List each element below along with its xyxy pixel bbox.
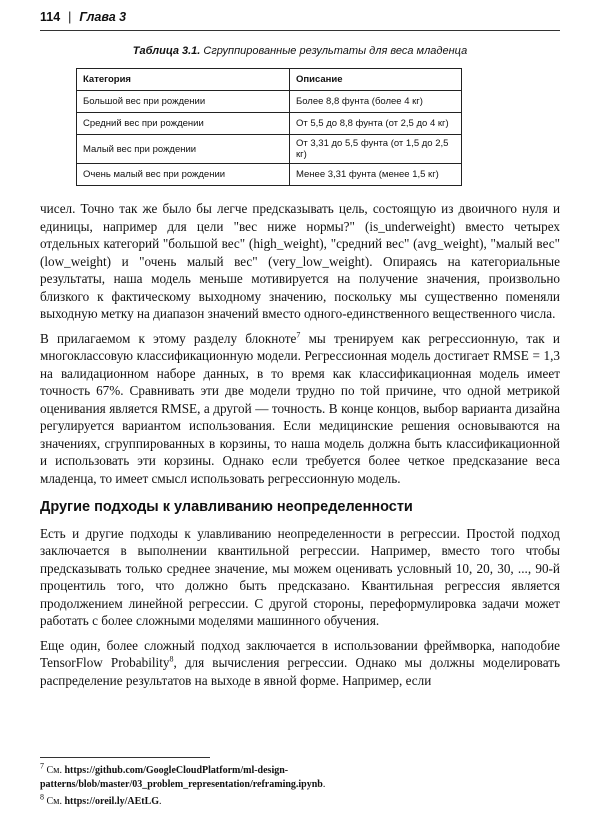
header-separator: | xyxy=(68,10,72,24)
footnote-prefix: См. xyxy=(46,765,65,776)
table-row xyxy=(77,113,462,135)
paragraph-1: чисел. Точно так же было бы легче предсказывать цель, состоящую из двоичного нуля и единицы, например для цели "вес ниже нормы?" (is_underweight) вместо четырех отдельных категорий "большой вес" (high_weight), "средний вес" (avg_weight), "малый вес" (low_weight) и "очень малый вес" (very_low_weight). Опираясь на категориальные результаты, наша модель меньше мотивируется на получение значения, произвольно близкого к фактическому выходному значению, поскольку мы существенно поменяли выходную метку на диапазон значений вместо одного-единственного вещественного числа. xyxy=(40,201,560,321)
footnote-number: 7 xyxy=(40,761,44,771)
footnote-ref-8[interactable]: 8 xyxy=(169,654,174,664)
table-cell: Большой вес при рождении xyxy=(77,91,290,113)
footnote-8 xyxy=(40,792,560,809)
footnote-rule xyxy=(40,757,210,758)
footnote-ref-7[interactable]: 7 xyxy=(296,330,301,340)
table-caption-label: Таблица 3.1. xyxy=(132,45,201,57)
table-cell: Менее 3,31 фунта (менее 1,5 кг) xyxy=(290,164,462,186)
page-number: 114 xyxy=(40,10,61,24)
paragraph-3: Есть и другие подходы к улавливанию неопределенности в регрессии. Простой подход заключается в выполнении квантильной регрессии. Например, вместо того чтобы предсказывать только среднее значение, мы можем оценивать условный 10, 20, 30, ..., 90-й процентиль того, что должно быть предсказано. Квантильная регрессия является продолжением линейной регрессии. С другой стороны, переформулировка задачи может работать с более сложными моделями машинного обучения. xyxy=(40,525,560,628)
table-cell: Малый вес при рождении xyxy=(77,135,290,164)
footnote-suffix: . xyxy=(159,796,162,807)
table-row xyxy=(77,164,462,186)
table-cell: От 3,31 до 5,5 фунта (от 1,5 до 2,5 кг) xyxy=(290,135,462,164)
column-header-description: Описание xyxy=(290,69,462,91)
paragraph-4 xyxy=(40,637,560,690)
paragraph-2-text-a: В прилагаемом к этому разделу блокноте xyxy=(40,330,297,346)
weight-categories-table xyxy=(76,68,462,186)
table-row xyxy=(77,91,462,113)
footnote-7 xyxy=(40,761,560,792)
paragraph-2 xyxy=(40,330,560,488)
footnote-suffix: . xyxy=(322,779,326,790)
paragraph-4-text-b: , для вычисления регрессии. Однако мы должны моделировать распределение результатов на выходе в явной форме. Например, если xyxy=(40,655,560,688)
table-cell: Очень малый вес при рождении xyxy=(77,164,290,186)
paragraph-4-text-a: Еще один, более сложный подход заключается в использовании фреймворка, наподобие TensorFlow Probability xyxy=(40,637,560,670)
section-heading: Другие подходы к улавливанию неопределенности xyxy=(40,499,413,515)
page-header xyxy=(40,10,126,24)
footnotes xyxy=(40,761,560,812)
footnote-link[interactable]: https://github.com/GoogleCloudPlatform/ml-design-patterns/blob/master/03_problem_representation/reframing.ipynb xyxy=(40,765,323,790)
table-row xyxy=(77,135,462,164)
table-caption xyxy=(0,45,600,57)
table-header-row xyxy=(77,69,462,91)
paragraph-2-text-b: мы тренируем как регрессионную, так и многоклассовую классификационную модели. Регрессионная модель достигает RMSE = 1,3 на валидационном наборе данных, в то время как классификационная модель имеет точность 67%. Сравнивать эти две модели трудно по той причине, что одной метрикой оценивания является RMSE, а другой — точность. В конце концов, выбор варианта дизайна регулируется вариантом использования. Если медицинские решения основываются на значениях, сгруппированных в корзины, то наша модель должна быть классификационной и использовать эти корзины. Однако если требуется более четкое предсказание веса младенца, то имеет смысл использовать регрессионную модель. xyxy=(40,330,560,486)
footnote-prefix: См. xyxy=(46,796,65,807)
table-caption-text: Сгруппированные результаты для веса младенца xyxy=(203,45,468,57)
header-rule xyxy=(40,30,560,31)
chapter-title: Глава 3 xyxy=(79,10,127,24)
body-text xyxy=(40,200,560,696)
table-cell: От 5,5 до 8,8 фунта (от 2,5 до 4 кг) xyxy=(290,113,462,135)
table-cell: Средний вес при рождении xyxy=(77,113,290,135)
footnote-number: 8 xyxy=(40,792,44,802)
footnote-link[interactable]: https://oreil.ly/AEtLG xyxy=(64,796,160,807)
column-header-category: Категория xyxy=(77,69,290,91)
table-cell: Более 8,8 фунта (более 4 кг) xyxy=(290,91,462,113)
